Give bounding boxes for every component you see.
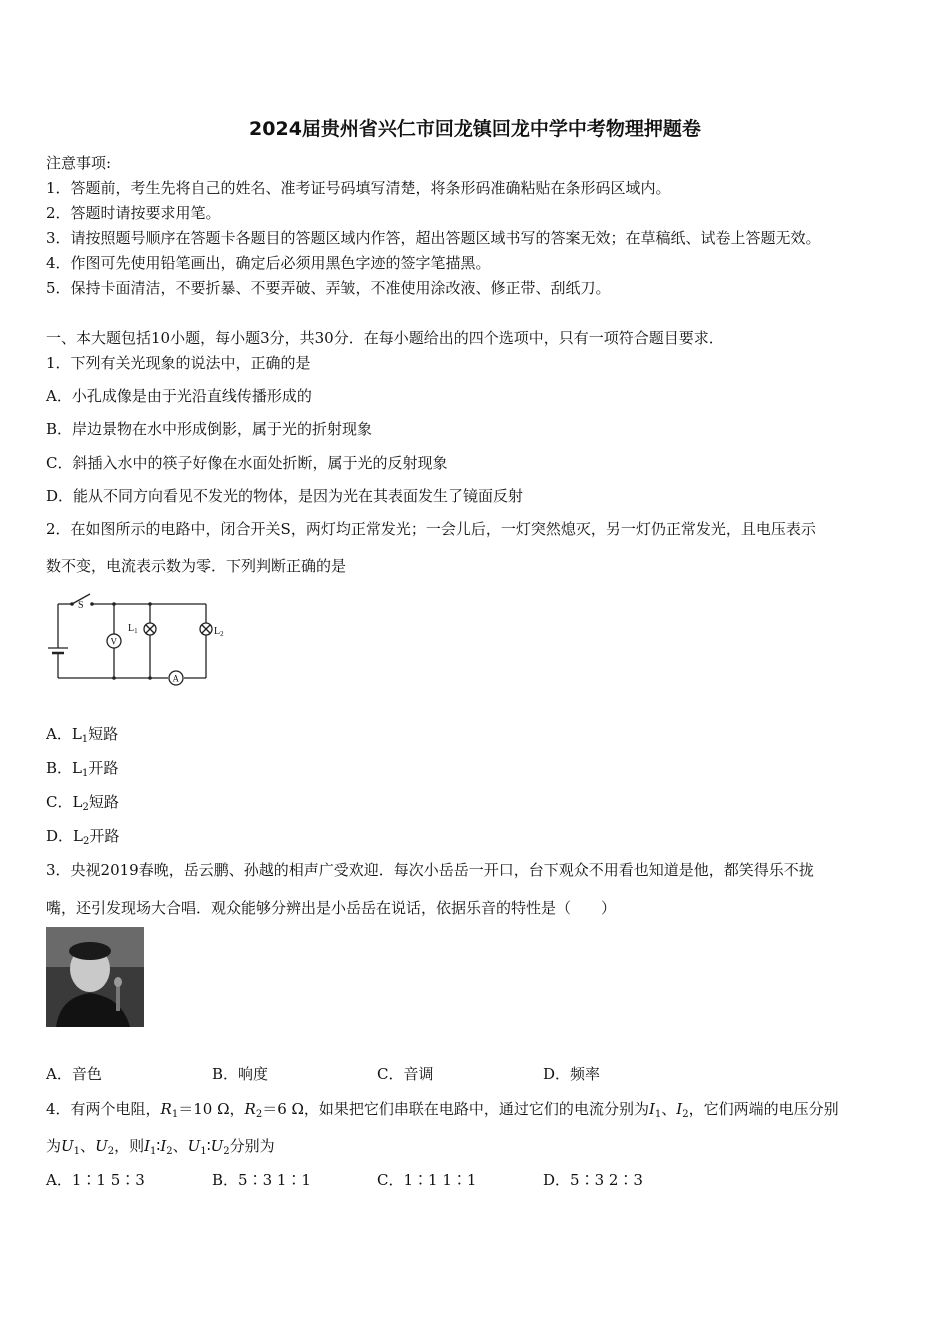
q1-stem: 1．下列有关光现象的说法中，正确的是: [46, 354, 311, 372]
q4-option-d: D．5∶3 2∶3: [543, 1171, 643, 1189]
notice-item: 4．作图可先使用铅笔画出，确定后必须用黑色字迹的签字笔描黑。: [46, 254, 491, 272]
q3-option-b: B．响度: [212, 1065, 269, 1083]
notice-heading: 注意事项:: [46, 154, 112, 172]
switch-label: S: [78, 600, 84, 611]
q2-stem-line1: 2．在如图所示的电路中，闭合开关S，两灯均正常发光；一会儿后，一灯突然熄灭，另一灯仍正常发光，且电压表示: [46, 520, 816, 538]
q4-option-b: B．5∶3 1∶1: [212, 1171, 311, 1189]
q4-option-a: A．1∶1 5∶3: [46, 1171, 145, 1189]
q2-stem-line2: 数不变，电流表示数为零．下列判断正确的是: [46, 557, 347, 575]
q2-option-b: B．$L_1$开路: [46, 759, 119, 779]
lamp1-subscript: 1: [134, 627, 138, 635]
notice-item: 5．保持卡面清洁，不要折暴、不要弄破、弄皱，不准使用涂改液、修正带、刮纸刀。: [46, 279, 611, 297]
q4-stem-line2: 为$U_1$、$U_2$，则$I_1∶I_2$、$U_1∶U_2$分别为: [46, 1137, 275, 1157]
page-title: 2024届贵州省兴仁市回龙镇回龙中学中考物理押题卷: [249, 118, 701, 140]
q1-option-d: D．能从不同方向看见不发光的物体，是因为光在其表面发生了镜面反射: [46, 487, 524, 505]
voltmeter-label: V: [110, 636, 117, 647]
lamp1-label: L: [128, 623, 135, 634]
q4-stem-line1: 4．有两个电阻，$R_1=10$ Ω，$R_2=6$ Ω，如果把它们串联在电路中，通过它们的电流分别为$I_1$、$I_2$，它们两端的电压分别: [46, 1100, 839, 1120]
notice-item: 3．请按照题号顺序在答题卡各题目的答题区域内作答，超出答题区域书写的答案无效；在草稿纸、试卷上答题无效。: [46, 229, 821, 247]
q2-option-a: A．$L_1$短路: [46, 725, 119, 745]
performer-photo: [46, 927, 144, 1027]
q3-option-d: D．频率: [543, 1065, 601, 1083]
q1-option-c: C．斜插入水中的筷子好像在水面处折断，属于光的反射现象: [46, 454, 448, 472]
lamp2-subscript: 2: [220, 630, 224, 638]
section-heading: 一、本大题包括10小题，每小题3分，共30分．在每小题给出的四个选项中，只有一项符合题目要求．: [46, 329, 724, 347]
q3-stem-line2: 嘴，还引发现场大合唱．观众能够分辨出是小岳岳在说话，依据乐音的特性是（ ）: [46, 899, 617, 917]
lamp2-label: L: [214, 626, 221, 637]
svg-text:L1: [128, 623, 138, 635]
q1-option-a: A．小孔成像是由于光沿直线传播形成的: [46, 387, 312, 405]
circuit-diagram: [44, 586, 234, 688]
q4-option-c: C．1∶1 1∶1: [377, 1171, 477, 1189]
q3-option-a: A．音色: [46, 1065, 102, 1083]
q1-option-b: B．岸边景物在水中形成倒影，属于光的折射现象: [46, 420, 373, 438]
q2-option-c: C．$L_2$短路: [46, 793, 119, 813]
ammeter-label: A: [172, 673, 179, 684]
q3-stem-line1: 3．央视2019春晚，岳云鹏、孙越的相声广受欢迎．每次小岳岳一开口，台下观众不用看也知道是他，都笑得乐不拢: [46, 861, 814, 879]
notice-item: 1．答题前，考生先将自己的姓名、准考证号码填写清楚，将条形码准确粘贴在条形码区域内。: [46, 179, 671, 197]
q2-option-d: D．$L_2$开路: [46, 827, 120, 847]
q3-option-c: C．音调: [377, 1065, 434, 1083]
notice-item: 2．答题时请按要求用笔。: [46, 204, 221, 222]
svg-text:L2: [214, 626, 224, 638]
